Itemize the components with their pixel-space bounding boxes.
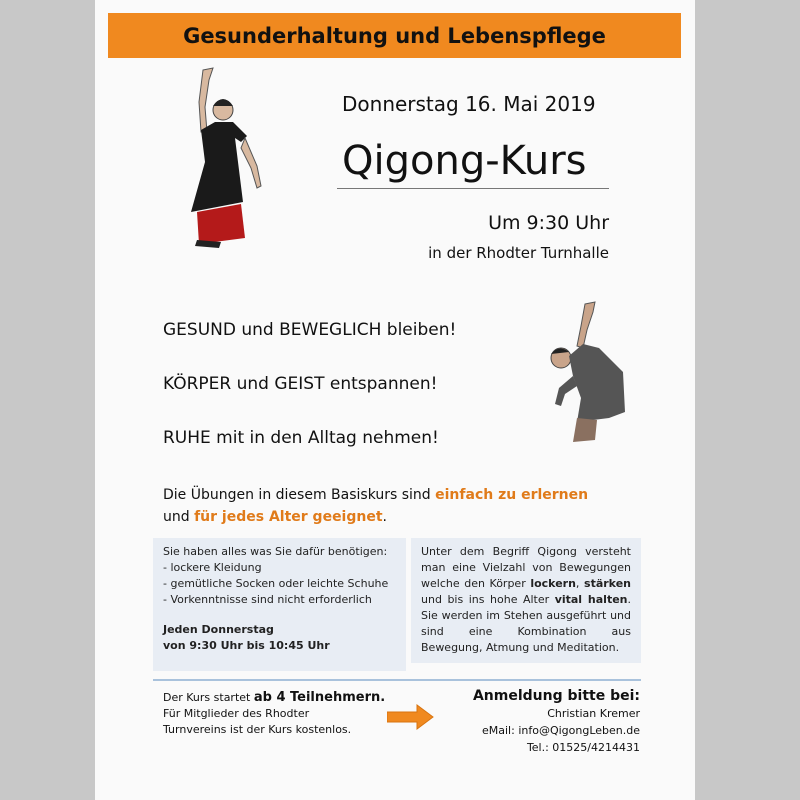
requirements-box	[153, 538, 406, 671]
intro-text-3: .	[382, 509, 387, 525]
about-bold-staerken: stärken	[584, 577, 631, 590]
course-intro	[163, 484, 623, 528]
contact-heading: Anmeldung bitte bei:	[472, 688, 640, 704]
title-underline	[337, 188, 609, 189]
banner-title: Gesunderhaltung und Lebenspflege	[183, 23, 606, 48]
requirement-item: - lockere Kleidung	[163, 561, 262, 574]
flyer-page	[95, 0, 695, 800]
requirements-heading: Sie haben alles was Sie dafür benötigen:	[163, 545, 388, 558]
slogan-3: RUHE mit in den Alltag nehmen!	[163, 428, 439, 448]
member-info-line1: Für Mitglieder des Rhodter	[163, 707, 310, 720]
about-bold-lockern: lockern	[530, 577, 576, 590]
about-text: und bis ins hohe Alter	[421, 593, 555, 606]
qigong-figure-standing-illustration	[175, 62, 275, 252]
qigong-figure-bending-illustration	[537, 300, 637, 450]
contact-name: Christian Kremer	[547, 707, 640, 720]
requirement-item: - gemütliche Socken oder leichte Schuhe	[163, 577, 389, 590]
header-banner	[108, 13, 681, 58]
contact-phone[interactable]: Tel.: 01525/4214431	[526, 741, 640, 754]
about-text: Unter dem Begriff Qigong versteht man eine Vielzahl von Bewegungen welche den Körper	[421, 545, 631, 590]
min-participants: ab 4 Teilnehmern.	[253, 690, 386, 705]
participation-info	[163, 690, 403, 738]
member-info-line2: Turnvereins ist der Kurs kostenlos.	[163, 723, 352, 736]
intro-text-1: Die Übungen in diesem Basiskurs sind	[163, 487, 436, 503]
contact-info	[473, 688, 640, 756]
intro-highlight-1: einfach zu erlernen	[435, 487, 589, 503]
schedule-time: von 9:30 Uhr bis 10:45 Uhr	[163, 639, 330, 652]
about-qigong-box	[411, 538, 641, 663]
arrow-right-icon	[387, 703, 435, 731]
intro-text-2: und	[163, 509, 195, 525]
start-text: Der Kurs startet	[163, 691, 254, 704]
about-bold-vital: vital halten	[554, 593, 628, 606]
event-time: Um 9:30 Uhr	[488, 212, 609, 234]
slogan-2: KÖRPER und GEIST entspannen!	[163, 374, 438, 394]
contact-email[interactable]: eMail: info@QigongLeben.de	[482, 724, 640, 737]
about-text: ,	[575, 577, 585, 590]
page-title: Qigong-Kurs	[342, 138, 587, 184]
slogan-1: GESUND und BEWEGLICH bleiben!	[163, 320, 457, 340]
about-text: . Sie werden im Stehen ausgeführt und sind eine Kombination aus Bewegung, Atmung und Meditation.	[421, 593, 632, 654]
intro-highlight-2: für jedes Alter geeignet	[194, 509, 383, 525]
requirement-item: - Vorkenntnisse sind nicht erforderlich	[163, 593, 372, 606]
event-location: in der Rhodter Turnhalle	[428, 244, 609, 262]
event-date: Donnerstag 16. Mai 2019	[342, 92, 596, 116]
divider	[153, 679, 641, 681]
schedule-day: Jeden Donnerstag	[163, 623, 274, 636]
